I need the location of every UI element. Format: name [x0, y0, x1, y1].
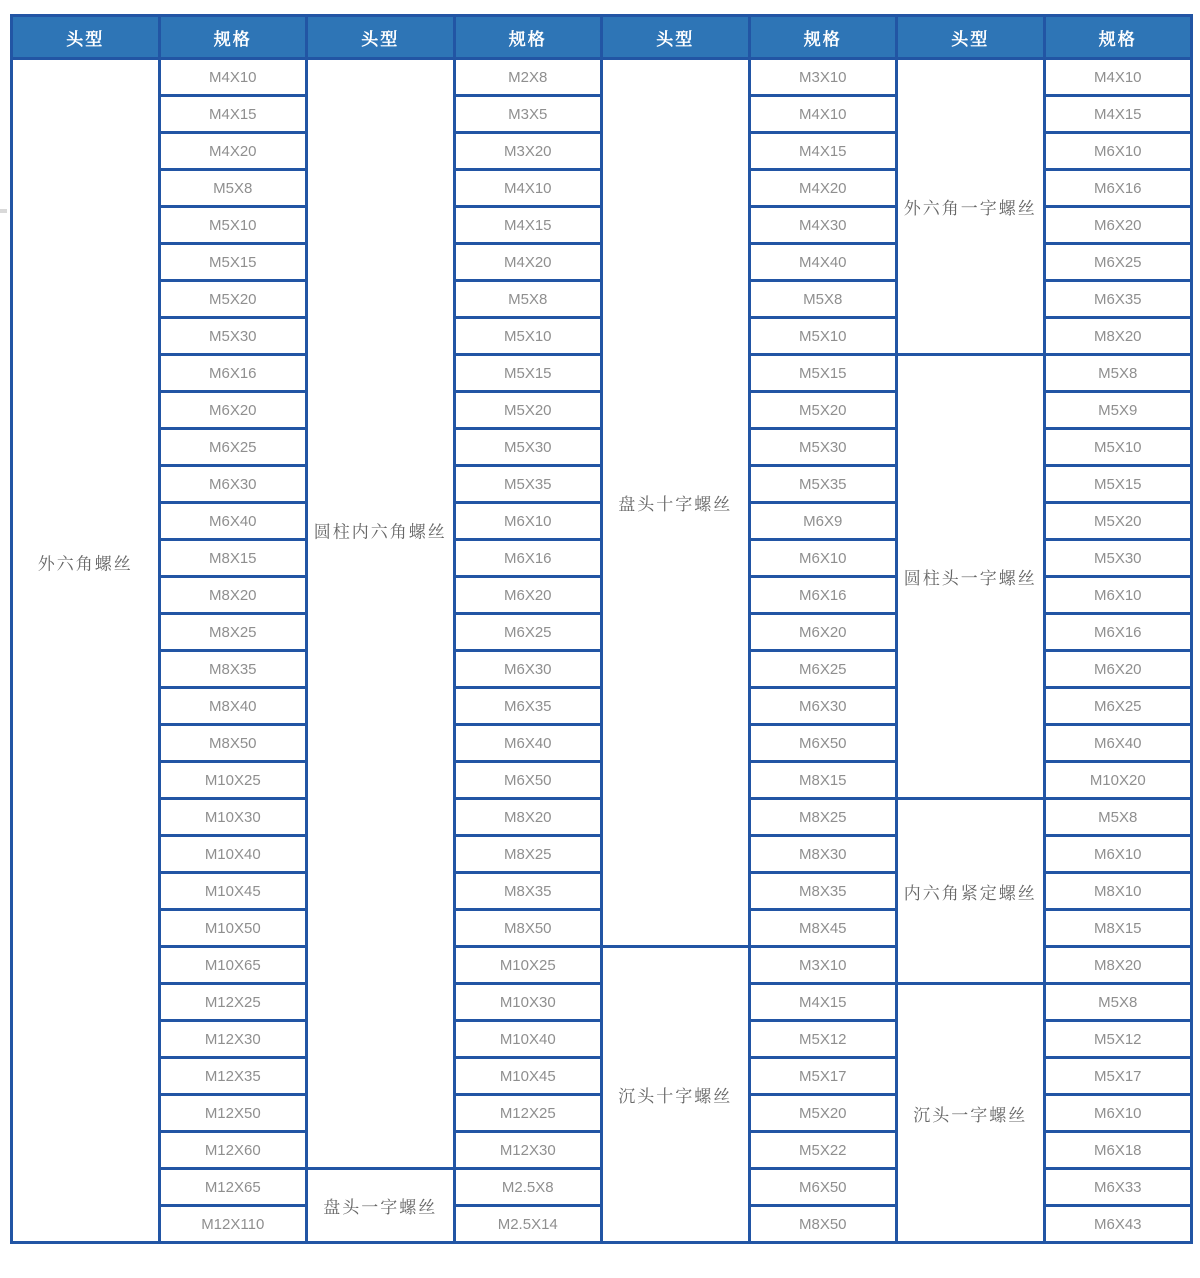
spec-cell: M6X30: [749, 688, 897, 725]
spec-cell: M8X50: [159, 725, 307, 762]
spec-cell: M8X25: [749, 799, 897, 836]
spec-cell: M6X25: [1044, 688, 1192, 725]
spec-cell: M6X20: [749, 614, 897, 651]
spec-cell: M3X10: [749, 59, 897, 96]
spec-cell: M8X30: [749, 836, 897, 873]
spec-cell: M4X20: [159, 133, 307, 170]
spec-cell: M12X65: [159, 1169, 307, 1206]
spec-cell: M5X8: [454, 281, 602, 318]
spec-cell: M8X15: [1044, 910, 1192, 947]
column-header-head-type: 头型: [602, 16, 750, 59]
spec-cell: M6X10: [1044, 836, 1192, 873]
spec-cell: M5X12: [1044, 1021, 1192, 1058]
spec-cell: M6X10: [1044, 133, 1192, 170]
column-header-spec: 规格: [749, 16, 897, 59]
spec-cell: M8X15: [749, 762, 897, 799]
spec-cell: M8X35: [749, 873, 897, 910]
spec-cell: M6X40: [1044, 725, 1192, 762]
spec-cell: M3X20: [454, 133, 602, 170]
spec-cell: M5X30: [1044, 540, 1192, 577]
spec-cell: M10X45: [159, 873, 307, 910]
spec-cell: M5X12: [749, 1021, 897, 1058]
spec-cell: M6X16: [1044, 170, 1192, 207]
spec-cell: M10X40: [159, 836, 307, 873]
spec-cell: M4X30: [749, 207, 897, 244]
spec-cell: M6X20: [454, 577, 602, 614]
spec-cell: M5X35: [749, 466, 897, 503]
spec-cell: M12X30: [159, 1021, 307, 1058]
spec-cell: M5X15: [749, 355, 897, 392]
spec-cell: M5X35: [454, 466, 602, 503]
spec-cell: M6X43: [1044, 1206, 1192, 1243]
table-row: [12, 59, 1192, 96]
spec-cell: M6X33: [1044, 1169, 1192, 1206]
spec-cell: M8X25: [159, 614, 307, 651]
head-type-label: 外六角螺丝: [37, 554, 133, 574]
spec-cell: M8X50: [749, 1206, 897, 1243]
spec-cell: M10X65: [159, 947, 307, 984]
spec-cell: M6X10: [1044, 1095, 1192, 1132]
spec-cell: M5X8: [1044, 355, 1192, 392]
spec-cell: M6X25: [159, 429, 307, 466]
spec-cell: M5X15: [1044, 466, 1192, 503]
spec-cell: M8X35: [454, 873, 602, 910]
head-type-label: 外六角一字螺丝: [903, 199, 1037, 218]
spec-cell: M12X25: [454, 1095, 602, 1132]
head-type-cell: [897, 355, 1045, 799]
spec-cell: M6X50: [749, 1169, 897, 1206]
spec-cell: M6X40: [454, 725, 602, 762]
spec-cell: M2X8: [454, 59, 602, 96]
spec-cell: M6X25: [1044, 244, 1192, 281]
head-type-label: 盘头一字螺丝: [323, 1198, 438, 1217]
table-body: [12, 59, 1192, 1243]
spec-cell: M6X20: [1044, 207, 1192, 244]
spec-cell: M5X15: [159, 244, 307, 281]
spec-cell: M6X30: [454, 651, 602, 688]
head-type-cell: [12, 59, 160, 1243]
column-header-spec: 规格: [159, 16, 307, 59]
spec-cell: M4X10: [749, 96, 897, 133]
spec-cell: M10X45: [454, 1058, 602, 1095]
column-header-spec: 规格: [454, 16, 602, 59]
spec-cell: M6X16: [159, 355, 307, 392]
spec-cell: M6X30: [159, 466, 307, 503]
spec-cell: M8X50: [454, 910, 602, 947]
header-row: [12, 16, 1192, 59]
head-type-label: 沉头十字螺丝: [618, 1087, 733, 1106]
spec-cell: M12X25: [159, 984, 307, 1021]
spec-cell: M6X9: [749, 503, 897, 540]
head-type-cell: [897, 984, 1045, 1243]
spec-cell: M5X30: [159, 318, 307, 355]
spec-cell: M8X20: [1044, 947, 1192, 984]
spec-cell: M5X15: [454, 355, 602, 392]
spec-cell: M5X10: [749, 318, 897, 355]
head-type-cell: [897, 59, 1045, 355]
spec-cell: M4X15: [454, 207, 602, 244]
spec-cell: M10X20: [1044, 762, 1192, 799]
head-type-cell: [307, 1169, 455, 1243]
table-header: [12, 16, 1192, 59]
head-type-label: 内六角紧定螺丝: [903, 883, 1037, 903]
spec-cell: M4X15: [1044, 96, 1192, 133]
spec-cell: M5X9: [1044, 392, 1192, 429]
spec-cell: M12X35: [159, 1058, 307, 1095]
spec-cell: M4X20: [454, 244, 602, 281]
spec-cell: M12X50: [159, 1095, 307, 1132]
spec-cell: M8X45: [749, 910, 897, 947]
spec-cell: M5X22: [749, 1132, 897, 1169]
spec-cell: M3X10: [749, 947, 897, 984]
spec-cell: M5X8: [159, 170, 307, 207]
head-type-cell: [307, 59, 455, 1169]
spec-cell: M2.5X8: [454, 1169, 602, 1206]
spec-cell: M5X8: [1044, 984, 1192, 1021]
spec-cell: M6X40: [159, 503, 307, 540]
head-type-label: 盘头十字螺丝: [618, 495, 733, 514]
spec-cell: M5X30: [454, 429, 602, 466]
spec-cell: M6X10: [1044, 577, 1192, 614]
spec-cell: M4X10: [1044, 59, 1192, 96]
spec-cell: M6X35: [1044, 281, 1192, 318]
spec-cell: M3X5: [454, 96, 602, 133]
spec-cell: M5X20: [454, 392, 602, 429]
spec-cell: M5X20: [1044, 503, 1192, 540]
head-type-cell: [602, 59, 750, 947]
spec-cell: M8X20: [454, 799, 602, 836]
spec-cell: M8X40: [159, 688, 307, 725]
spec-cell: M6X10: [749, 540, 897, 577]
spec-cell: M5X10: [1044, 429, 1192, 466]
spec-cell: M6X16: [749, 577, 897, 614]
spec-cell: M6X50: [749, 725, 897, 762]
head-type-label: 沉头一字螺丝: [913, 1105, 1028, 1125]
spec-cell: M5X20: [749, 392, 897, 429]
spec-cell: M6X16: [1044, 614, 1192, 651]
spec-cell: M6X25: [454, 614, 602, 651]
head-type-label: 圆柱头一字螺丝: [903, 569, 1037, 588]
head-type-cell: [897, 799, 1045, 984]
spec-cell: M8X20: [1044, 318, 1192, 355]
table-wrap: [10, 14, 1193, 1244]
spec-cell: M10X50: [159, 910, 307, 947]
spec-cell: M4X15: [749, 984, 897, 1021]
spec-cell: M5X20: [159, 281, 307, 318]
spec-cell: M5X10: [159, 207, 307, 244]
spec-cell: M6X20: [1044, 651, 1192, 688]
spec-cell: M12X60: [159, 1132, 307, 1169]
spec-cell: M4X15: [159, 96, 307, 133]
spec-cell: M5X20: [749, 1095, 897, 1132]
spec-cell: M4X20: [749, 170, 897, 207]
spec-cell: M5X8: [749, 281, 897, 318]
stray-mark: [0, 209, 7, 213]
column-header-spec: 规格: [1044, 16, 1192, 59]
spec-cell: M6X18: [1044, 1132, 1192, 1169]
spec-cell: M8X10: [1044, 873, 1192, 910]
spec-cell: M4X15: [749, 133, 897, 170]
spec-cell: M5X8: [1044, 799, 1192, 836]
spec-cell: M5X10: [454, 318, 602, 355]
spec-cell: M4X40: [749, 244, 897, 281]
spec-cell: M6X20: [159, 392, 307, 429]
spec-cell: M6X25: [749, 651, 897, 688]
spec-cell: M10X25: [454, 947, 602, 984]
spec-cell: M5X30: [749, 429, 897, 466]
head-type-cell: [602, 947, 750, 1243]
spec-cell: M6X50: [454, 762, 602, 799]
spec-cell: M5X17: [749, 1058, 897, 1095]
spec-cell: M10X30: [159, 799, 307, 836]
spec-cell: M2.5X14: [454, 1206, 602, 1243]
spec-cell: M10X40: [454, 1021, 602, 1058]
spec-cell: M5X17: [1044, 1058, 1192, 1095]
spec-cell: M12X30: [454, 1132, 602, 1169]
spec-cell: M4X10: [159, 59, 307, 96]
spec-cell: M8X35: [159, 651, 307, 688]
spec-cell: M6X35: [454, 688, 602, 725]
spec-cell: M8X15: [159, 540, 307, 577]
column-header-head-type: 头型: [12, 16, 160, 59]
spec-cell: M4X10: [454, 170, 602, 207]
spec-cell: M8X25: [454, 836, 602, 873]
head-type-label: 圆柱内六角螺丝: [313, 522, 447, 542]
spec-cell: M10X30: [454, 984, 602, 1021]
spec-cell: M8X20: [159, 577, 307, 614]
spec-cell: M10X25: [159, 762, 307, 799]
column-header-head-type: 头型: [897, 16, 1045, 59]
spec-cell: M6X16: [454, 540, 602, 577]
screw-spec-table: [10, 14, 1193, 1244]
spec-cell: M12X110: [159, 1206, 307, 1243]
column-header-head-type: 头型: [307, 16, 455, 59]
spec-cell: M6X10: [454, 503, 602, 540]
